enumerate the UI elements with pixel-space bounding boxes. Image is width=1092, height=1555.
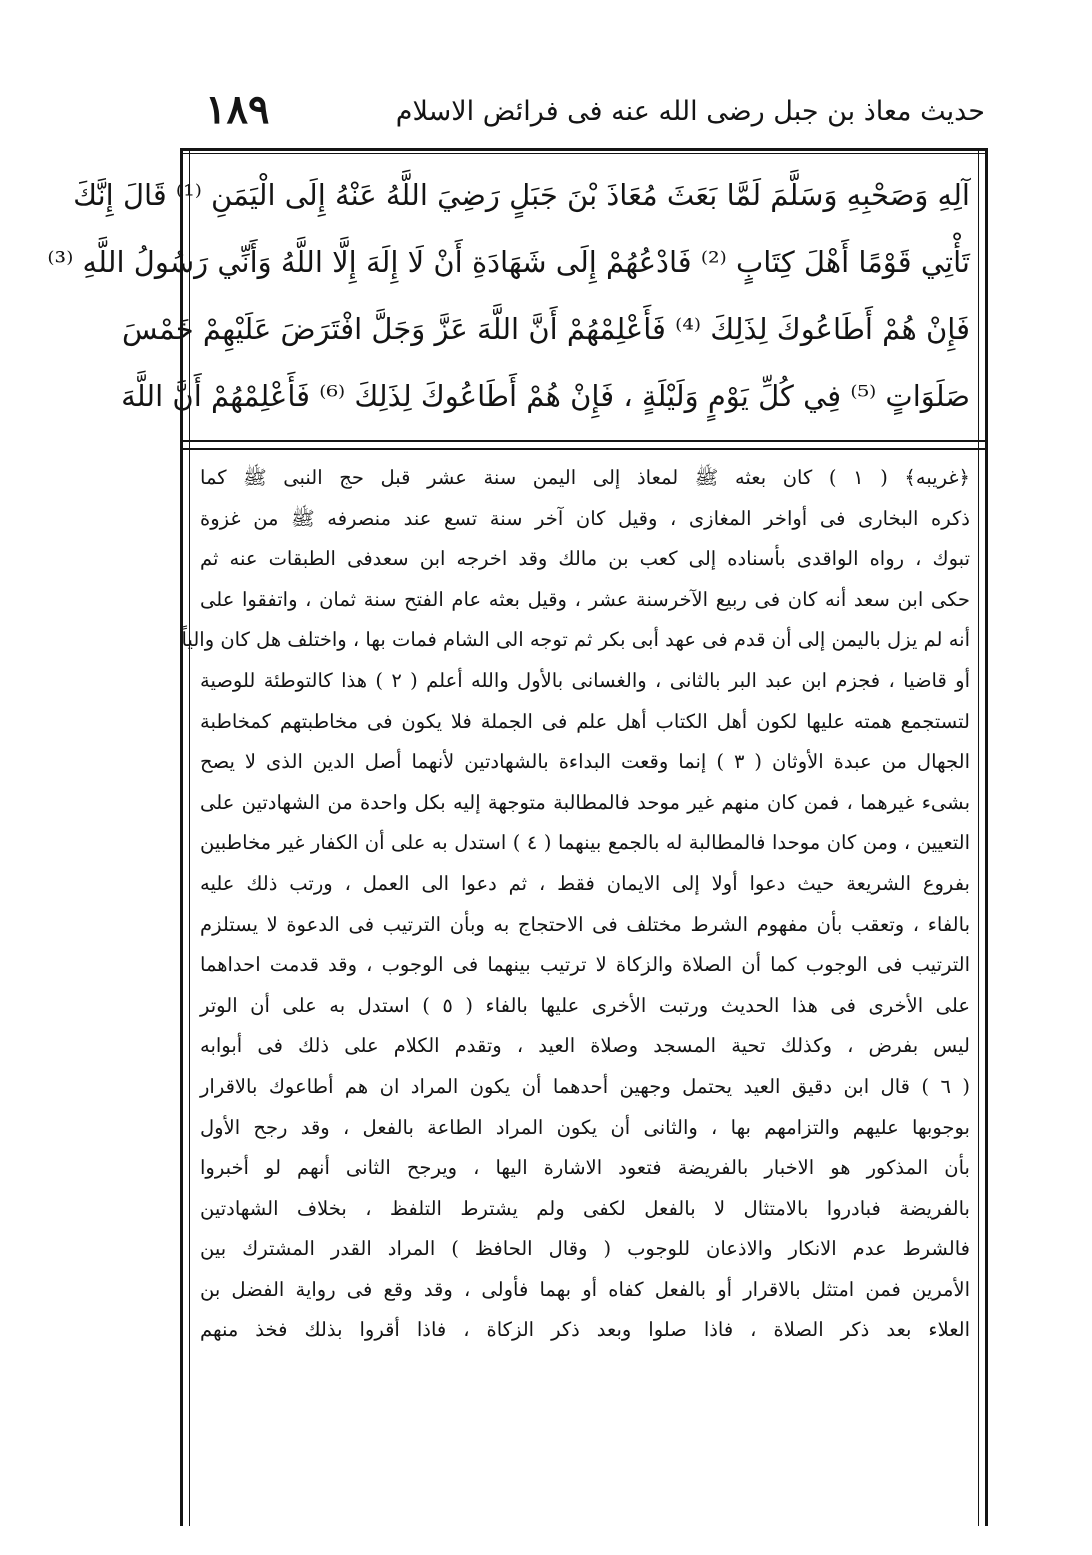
top-rule xyxy=(180,148,988,154)
commentary-line: بالفاء ، وتعقب بأن مفهوم الشرط مختلف فى الاحتجاج به وبأن الترتيب فى الدعوة لا يستلزم xyxy=(200,912,970,936)
commentary-line: الجهال من عبدة الأوثان ( ٣ ) إنما وقعت البداءة بالشهادتين لأنهما أصل الدين الذى لا يصح xyxy=(200,750,970,774)
commentary-line: الترتيب فى الوجوب كما أن الصلاة والزكاة لا ترتيب بينهما فى الوجوب ، وقد قدمت احداهما xyxy=(200,953,970,977)
hadith-line: آلِهِ وَصَحْبِهِ وَسَلَّمَ لَمَّا بَعَثَ مُعَاذَ بْنَ جَبَلٍ رَضِيَ اللَّهُ عَنْهُ إِلَى الْيَمَنِ ⁽¹⁾ قَالَ إِنَّكَ xyxy=(73,178,970,212)
hadith-text xyxy=(47,162,970,430)
commentary-line: حكى ابن سعد أنه كان فى ربيع الآخرسنة عشر ، وقيل بعثه عام الفتح سنة ثمان ، واتفقوا على xyxy=(200,587,970,611)
commentary-line: الأمرين فمن امتثل بالاقرار أو بالفعل كفاه أو بهما فأولى ، وقد وقع فى رواية الفضل بن xyxy=(200,1277,970,1301)
hadith-commentary-divider xyxy=(180,440,988,450)
commentary-line: فالشرط عدم الانكار والاذعان للوجوب ( وقال الحافظ ) المراد القدر المشترك بين xyxy=(200,1237,970,1261)
page-header xyxy=(205,86,985,142)
running-title: حديث معاذ بن جبل رضى الله عنه فى فرائض الاسلام xyxy=(395,96,985,127)
commentary-line: ذكره البخارى فى أواخر المغازى ، وقيل كان آخر سنة تسع عند منصرفه ﷺ من غزوة xyxy=(200,506,970,530)
commentary-line: بفروع الشريعة حيث دعوا أولا إلى الايمان فقط ، ثم دعوا الى العمل ، ورتب ذلك عليه xyxy=(200,871,970,895)
commentary-line: ليس بفرض ، وكذلك تحية المسجد وصلاة العيد ، وتقدم الكلام على ذلك فى أبوابه xyxy=(200,1034,970,1058)
commentary-line: بوجوبها عليهم والتزامهم بها ، والثانى أن يكون المراد الطاعة بالفعل ، وقد رجح الأول xyxy=(200,1115,970,1139)
commentary-line: التعيين ، ومن كان موحدا فالمطالبة له بالجمع بينهما ( ٤ ) استدل به على أن الكفار غير مخاطبين xyxy=(200,831,970,855)
hadith-line: تَأْتِي قَوْمًا أَهْلَ كِتَابٍ ⁽²⁾ فَادْعُهُمْ إِلَى شَهَادَةِ أَنْ لَا إِلَهَ إِلَّا اللَّهُ وَأَنِّي رَسُولُ اللَّهِ ⁽³⁾ xyxy=(47,245,970,279)
commentary-line: أنه لم يزل باليمن إلى أن قدم فى عهد أبى بكر ثم توجه الى الشام فمات بها ، واختلف هل كان والياً xyxy=(181,628,970,652)
commentary-text xyxy=(181,458,970,1351)
commentary-line: ﴿غريبه﴾ ( ١ ) كان بعثه ﷺ لمعاذ إلى اليمن سنة عشر قبل حج النبى ﷺ كما xyxy=(200,466,970,489)
page-number: ١٨٩ xyxy=(205,86,270,133)
hadith-line: فَإِنْ هُمْ أَطَاعُوكَ لِذَلِكَ ⁽⁴⁾ فَأَعْلِمْهُمْ أَنَّ اللَّهَ عَزَّ وَجَلَّ افْتَرَضَ عَلَيْهِمْ خَمْسَ xyxy=(122,312,970,346)
commentary-line: بالفريضة فبادروا بالامتثال لا بالفعل لكفى ولم يشترط التلفظ ، بخلاف الشهادتين xyxy=(200,1196,970,1220)
commentary-line: العلاء بعد ذكر الصلاة ، فاذا صلوا وبعد ذكر الزكاة ، فاذا أقروا بذلك فخذ منهم xyxy=(200,1318,970,1342)
commentary-line: على الأخرى فى هذا الحديث ورتبت الأخرى عليها بالفاء ( ٥ ) استدل به على أن الوتر xyxy=(200,993,970,1017)
commentary-line: بشىء غيرهما ، فمن كان منهم غير موحد فالمطالبة متوجهة إليه بكل واحدة من الشهادتين على xyxy=(200,790,970,814)
commentary-line: لتستجمع همته عليها لكون أهل الكتاب أهل علم فى الجملة فلا يكون فى مخاطبتهم كمخاطبة xyxy=(200,709,970,733)
commentary-line: بأن المذكور هو الاخبار بالفريضة فتعود الاشارة اليها ، ويرجح الثانى أنهم لو أخبروا xyxy=(200,1156,970,1180)
hadith-line: صَلَوَاتٍ ⁽⁵⁾ فِي كُلِّ يَوْمٍ وَلَيْلَةٍ ، فَإِنْ هُمْ أَطَاعُوكَ لِذَلِكَ ⁽⁶⁾ فَأَعْلِمْهُمْ أَنَّ اللَّهَ xyxy=(121,379,970,413)
commentary-line: أو قاضيا ، فجزم ابن عبد البر بالثانى ، والغسانى بالأول والله أعلم ( ٢ ) هذا كالتوطئة للوصية xyxy=(200,668,970,692)
commentary-line: تبوك ، رواه الواقدى بأسناده إلى كعب بن مالك وقد اخرجه ابن سعدفى الطبقات عنه ثم xyxy=(200,547,970,571)
commentary-line: ( ٦ ) قال ابن دقيق العيد يحتمل وجهين أحدهما أن يكون المراد ان هم أطاعوك بالاقرار xyxy=(200,1074,970,1098)
